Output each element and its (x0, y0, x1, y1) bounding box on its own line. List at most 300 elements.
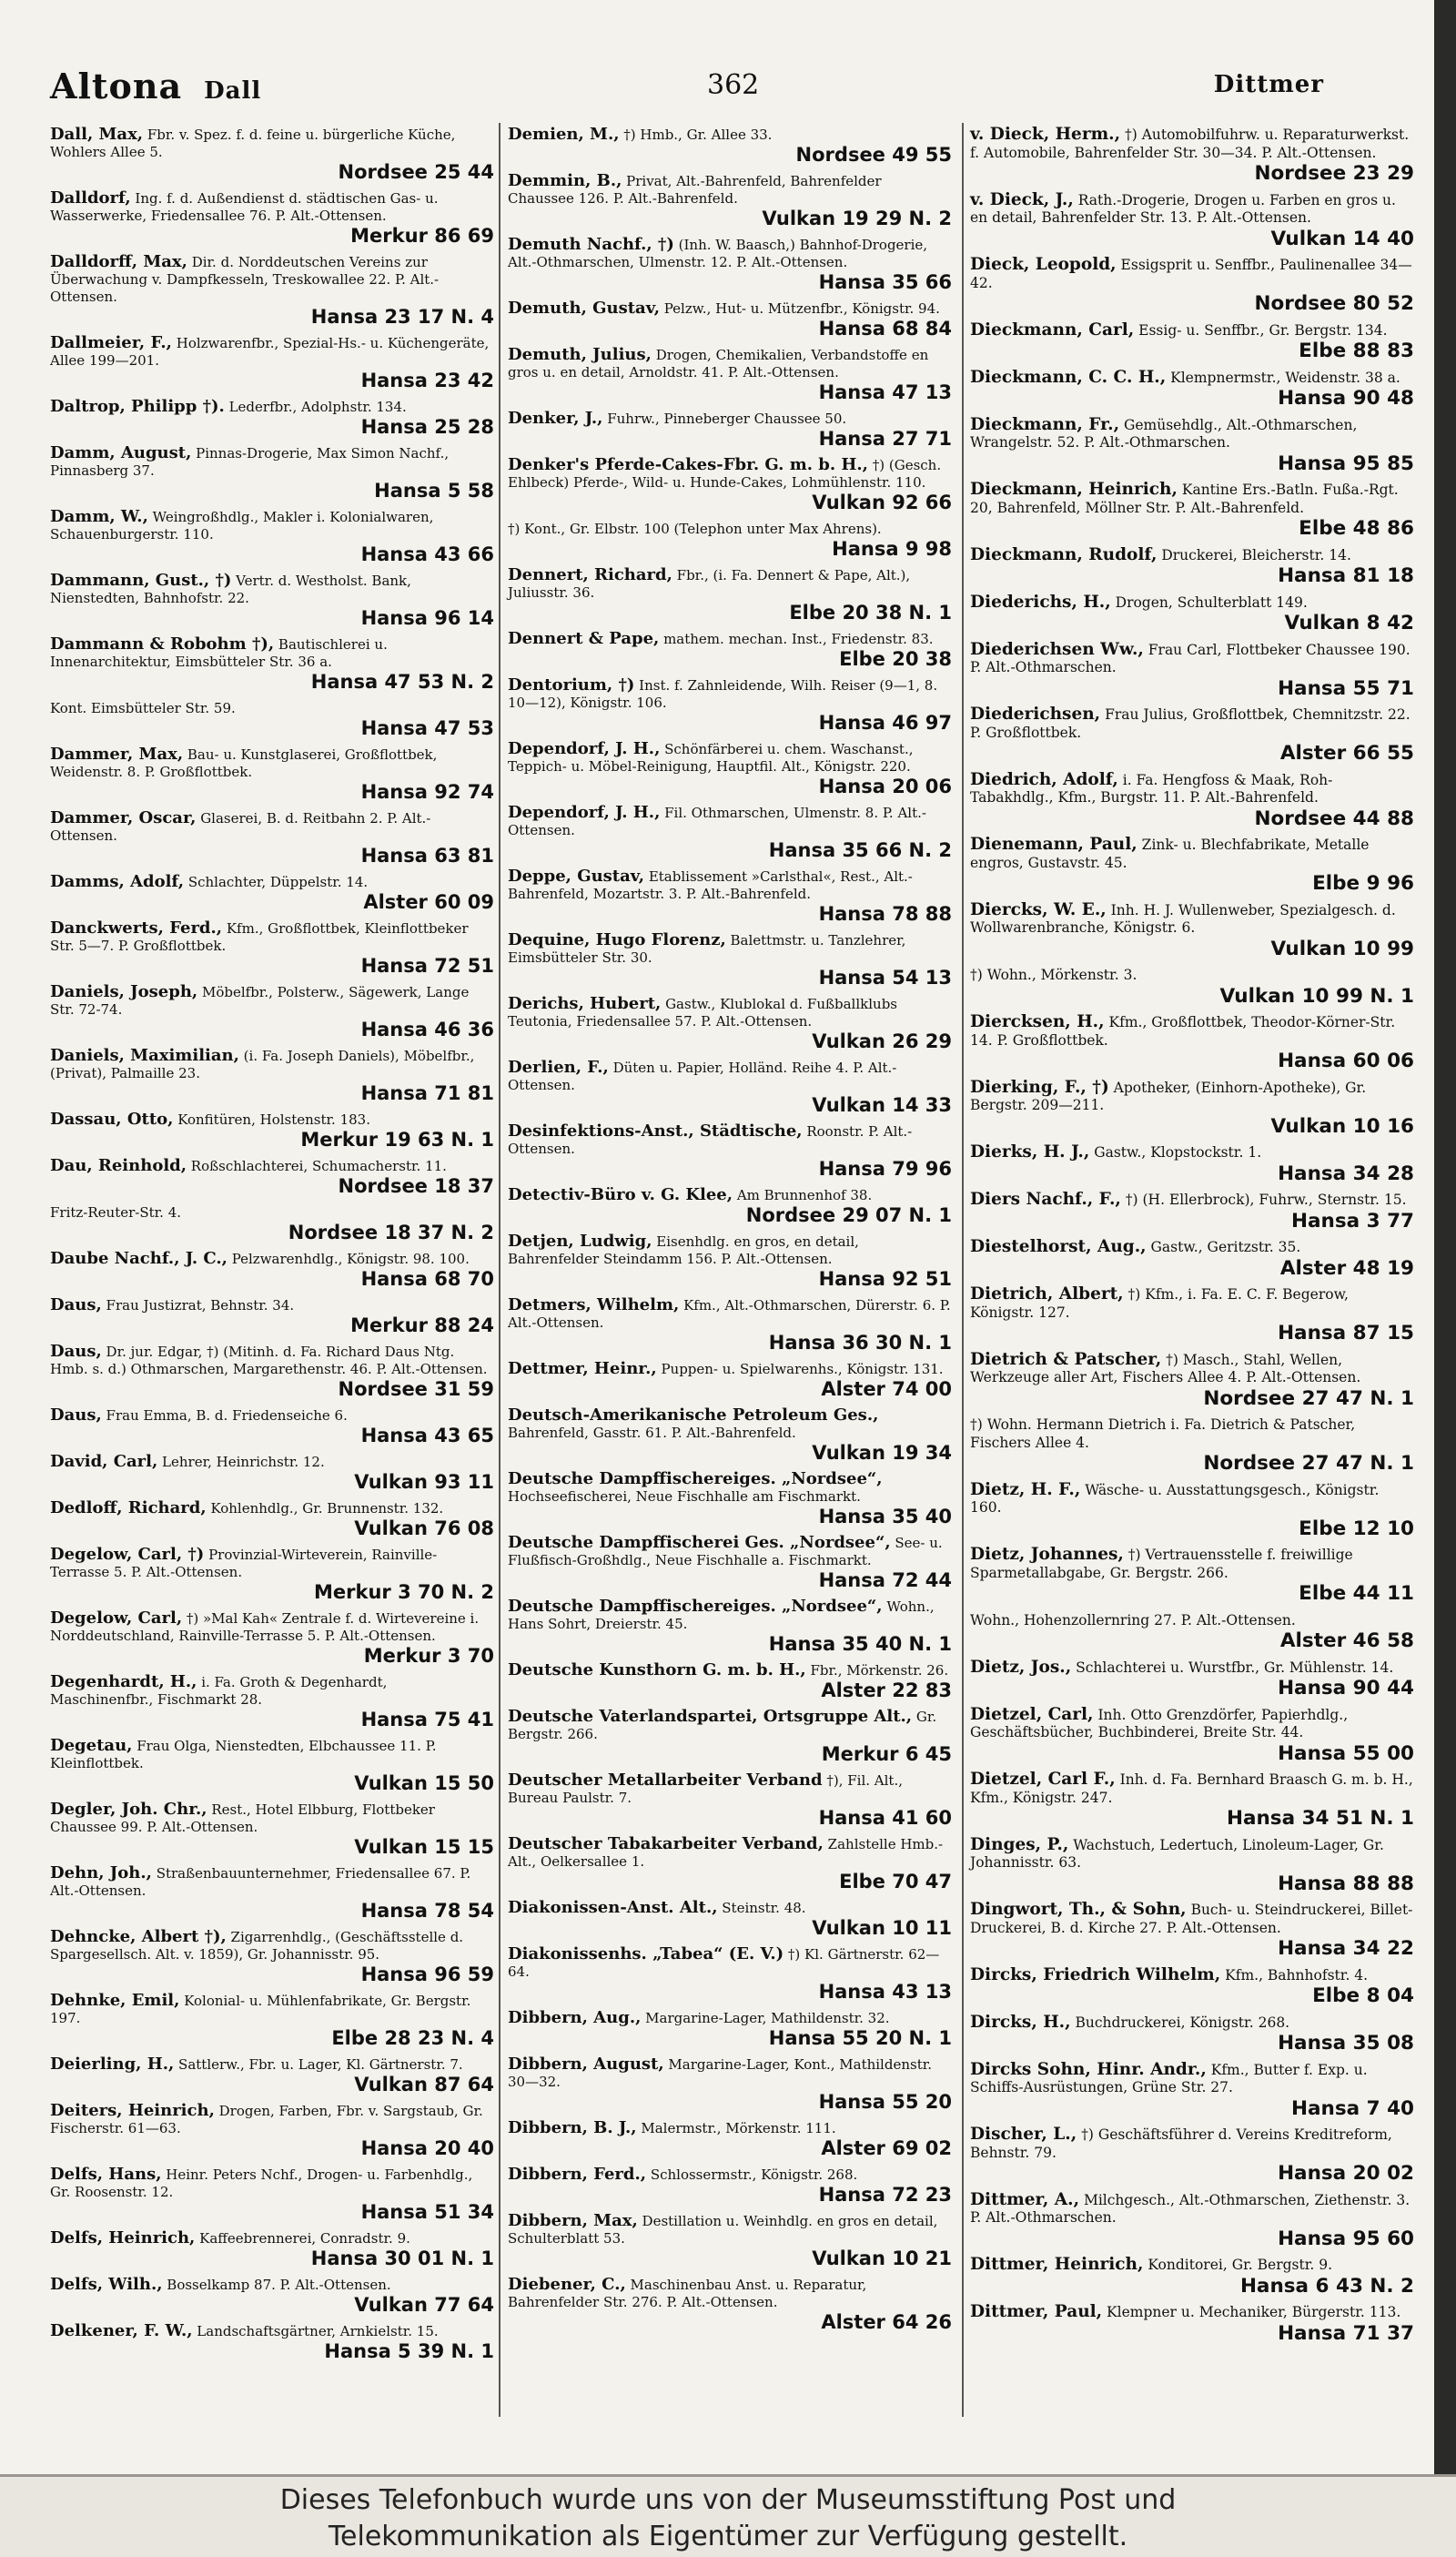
directory-entry (970, 126, 1414, 186)
entry-name: Dennert, Richard, (508, 565, 672, 584)
entry-phone: Nordsee 49 55 (795, 144, 952, 166)
entry-name: Denker, J., (508, 409, 603, 428)
entry-phone: Hansa 25 28 (360, 416, 494, 438)
entry-phone: Hansa 95 85 (1278, 452, 1414, 475)
directory-entry (50, 2102, 494, 2160)
directory-entry (508, 931, 952, 989)
entry-phone: Hansa 41 60 (818, 1807, 952, 1829)
entry-phone: Hansa 55 20 (818, 2091, 952, 2113)
entry-details: Destillation u. Weinhdlg. en gros en detail, Schulterblatt 53. (508, 2213, 938, 2247)
entry-details: Eisenhdlg. en gros, en detail, Bahrenfelder Steindamm 156. P. Alt.-Ottensen. (508, 1233, 859, 1267)
entry-phone: Hansa 34 51 N. 1 (1226, 1807, 1414, 1830)
entry-phone: Hansa 30 01 N. 1 (310, 2248, 494, 2269)
entry-phone: Hansa 46 36 (360, 1019, 494, 1040)
entry-name: Deutsche Dampffischerei Ges. „Nordsee“, (508, 1533, 891, 1552)
entry-name: Deutsche Vaterlandspartei, Ortsgruppe Alt., (508, 1707, 913, 1726)
entry-details: Margarine-Lager, Kont., Mathildenstr. 30—32. (508, 2056, 933, 2090)
directory-entry (508, 1360, 952, 1401)
entry-details: Wäsche- u. Ausstattungsgesch., Königstr. 160. (970, 1481, 1380, 1516)
entry-phone: Nordsee 31 59 (338, 1378, 494, 1400)
directory-entry (508, 1708, 952, 1766)
entry-phone: Vulkan 10 99 N. 1 (1219, 984, 1414, 1008)
entry-phone: Hansa 88 88 (1278, 1872, 1414, 1895)
directory-entry (508, 346, 952, 404)
entry-phone: Vulkan 15 50 (354, 1772, 494, 1794)
entry-phone: Hansa 7 40 (1291, 2096, 1414, 2120)
entry-name: Daus, (50, 1295, 102, 1314)
entry-phone: Hansa 20 40 (360, 2137, 494, 2159)
directory-entry (50, 1864, 494, 1923)
entry-name: Daniels, Joseph, (50, 982, 198, 1001)
directory-entry (50, 1250, 494, 1291)
directory-entry (970, 369, 1414, 411)
entry-name: Dehnke, Emil, (50, 1991, 180, 2010)
entry-phone: Alster 22 83 (821, 1679, 952, 1701)
directory-entry (970, 1285, 1414, 1345)
entry-phone: Hansa 72 23 (818, 2184, 952, 2206)
entry-phone: Hansa 68 84 (818, 318, 952, 340)
footer-note (0, 2474, 1456, 2557)
footer-line-2: Telekommunikation als Eigentümer zur Verfügung gestellt. (328, 2521, 1128, 2552)
entry-details: Fbr., (i. Fa. Dennert & Pape, Alt.), Juliusstr. 36. (508, 567, 911, 601)
directory-entry (970, 546, 1414, 588)
entry-phone: Hansa 35 40 N. 1 (768, 1633, 952, 1655)
directory-entry (970, 641, 1414, 701)
entry-details: Zigarrenhdlg., (Geschäftsstelle d. Spargesellsch. Alt. v. 1859), Gr. Johannisstr. 95. (50, 1929, 464, 1963)
entry-phone: Hansa 55 00 (1278, 1741, 1414, 1765)
entry-phone: Vulkan 93 11 (354, 1471, 494, 1493)
entry-phone: Vulkan 87 64 (354, 2074, 494, 2095)
entry-details: Privat, Alt.-Bahrenfeld, Bahrenfelder Chaussee 126. P. Alt.-Bahrenfeld. (508, 173, 882, 207)
entry-name: Degler, Joh. Chr., (50, 1800, 207, 1819)
entry-phone: Vulkan 8 42 (1284, 612, 1414, 634)
directory-entry (50, 1203, 494, 1244)
entry-phone: Hansa 78 88 (818, 903, 952, 925)
entry-details: Dir. d. Norddeutschen Vereins zur Überwachung v. Dampfkesseln, Treskowallee 22. P. Alt.-Ottensen. (50, 254, 440, 305)
entry-phone: Hansa 79 96 (818, 1158, 952, 1180)
entry-phone: Vulkan 10 99 (1270, 937, 1414, 960)
entry-phone: Vulkan 92 66 (812, 492, 952, 513)
directory-entry (50, 1453, 494, 1494)
entry-details: Kont. Eimsbütteler Str. 59. (50, 700, 236, 716)
entry-details: Rest., Hotel Elbburg, Flottbeker Chaussee 99. P. Alt.-Ottensen. (50, 1801, 435, 1835)
entry-name: Dammer, Max, (50, 745, 184, 764)
entry-name: Dalldorf, (50, 188, 131, 208)
entry-name: Damms, Adolf, (50, 872, 185, 891)
entry-details: Malermstr., Mörkenstr. 111. (641, 2120, 836, 2136)
entry-details: Schlossermstr., Königstr. 268. (650, 2166, 858, 2183)
directory-entry (970, 321, 1414, 363)
entry-phone: Merkur 88 24 (350, 1314, 494, 1336)
entry-details: †) Masch., Stahl, Wellen, Werkzeuge aller Art, Fischers Allee 4. P. Alt.-Ottensen. (970, 1351, 1361, 1385)
entry-name: Dieck, Leopold, (970, 255, 1117, 274)
column-divider (962, 123, 964, 2417)
entry-phone: Vulkan 15 15 (354, 1836, 494, 1858)
entry-details: Hochseefischerei, Neue Fischhalle am Fischmarkt. (508, 1488, 861, 1505)
entry-phone: Hansa 36 30 N. 1 (768, 1332, 952, 1354)
entry-phone: Hansa 43 13 (818, 1981, 952, 2003)
entry-phone: Hansa 23 17 N. 4 (310, 306, 494, 328)
entry-name: Dependorf, J. H., (508, 739, 661, 758)
directory-entry (970, 1771, 1414, 1831)
directory-entry (970, 1966, 1414, 2008)
entry-details: mathem. mechan. Inst., Friedenstr. 83. (663, 631, 934, 647)
directory-entry (508, 456, 952, 514)
entry-phone: Hansa 96 14 (360, 607, 494, 629)
entry-name: Diebener, C., (508, 2275, 626, 2294)
entry-name: Diakonissenhs. „Tabea“ (E. V.) (508, 1944, 784, 1963)
entry-details: Rath.-Drogerie, Drogen u. Farben en gros u. en detail, Bahrenfelder Str. 13. P. Alt.-Ottensen. (970, 191, 1396, 226)
directory-entry (50, 1546, 494, 1604)
entry-phone: Merkur 6 45 (821, 1743, 952, 1765)
directory-entry (50, 983, 494, 1041)
entry-name: Dittmer, Heinrich, (970, 2255, 1144, 2274)
directory-entry (50, 572, 494, 630)
entry-phone: Nordsee 18 37 N. 2 (288, 1222, 494, 1243)
entry-name: Diestelhorst, Aug., (970, 1237, 1147, 1256)
entry-phone: Elbe 12 10 (1299, 1517, 1414, 1540)
entry-details: (i. Fa. Joseph Daniels), Möbelfbr., (Privat), Palmaille 23. (50, 1048, 475, 1081)
entry-details: Glaserei, B. d. Reitbahn 2. P. Alt.-Ottensen. (50, 810, 431, 844)
entry-name: Diercks, W. E., (970, 899, 1107, 919)
entry-details: Weingroßhdlg., Makler i. Kolonialwaren, Schauenburgerstr. 110. (50, 509, 434, 543)
entry-details: Fritz-Reuter-Str. 4. (50, 1204, 182, 1221)
entry-name: v. Dieck, Herm., (970, 125, 1121, 144)
entry-phone: Elbe 20 38 (839, 648, 952, 670)
entry-phone: Elbe 9 96 (1312, 872, 1414, 895)
entry-phone: Alster 60 09 (363, 891, 494, 913)
entry-phone: Hansa 34 28 (1278, 1162, 1414, 1185)
directory-entry (50, 1406, 494, 1447)
entry-name: Derlien, F., (508, 1058, 609, 1077)
entry-details: Schlachterei u. Wurstfbr., Gr. Mühlenstr. 14. (1076, 1659, 1394, 1676)
directory-entry (508, 1771, 952, 1830)
entry-phone: Hansa 72 44 (818, 1569, 952, 1591)
entry-details: Fbr., Mörkenstr. 26. (810, 1662, 949, 1679)
entry-name: Dammann & Robohm †), (50, 634, 275, 654)
entry-phone: Hansa 81 18 (1278, 564, 1414, 587)
entry-phone: Hansa 46 97 (818, 712, 952, 734)
entry-phone: Hansa 27 71 (818, 428, 952, 450)
entry-name: Diederichsen, (970, 705, 1101, 724)
entry-name: Dehncke, Albert †), (50, 1927, 227, 1946)
directory-entry (50, 189, 494, 248)
entry-details: i. Fa. Groth & Degenhardt, Maschinenfbr., Fischmarkt 28. (50, 1674, 388, 1708)
directory-entry (508, 2212, 952, 2270)
entry-details: Möbelfbr., Polsterw., Sägewerk, Lange Str. 72-74. (50, 984, 470, 1018)
entry-phone: Hansa 35 40 (818, 1506, 952, 1527)
entry-details: Drogen, Farben, Fbr. v. Sargstaub, Gr. Fischerstr. 61—63. (50, 2103, 483, 2136)
entry-details: Inh. H. J. Wullenweber, Spezialgesch. d. Wollwarenbranche, Königstr. 6. (970, 901, 1396, 936)
directory-entry (508, 566, 952, 624)
entry-name: Dall, Max, (50, 125, 144, 144)
entry-name: Delfs, Heinrich, (50, 2228, 196, 2248)
entry-details: Roonstr. P. Alt.-Ottensen. (508, 1123, 913, 1157)
entry-name: Dequine, Hugo Florenz, (508, 930, 726, 949)
entry-phone: Nordsee 29 07 N. 1 (745, 1204, 952, 1226)
directory-entry (50, 1801, 494, 1859)
entry-phone: Nordsee 23 29 (1254, 162, 1414, 185)
directory-entry (970, 416, 1414, 476)
entry-details: Frau Julius, Großflottbek, Chemnitzstr. 22. P. Großflottbek. (970, 706, 1410, 741)
entry-phone: Hansa 47 13 (818, 381, 952, 403)
entry-name: Diederichs, H., (970, 592, 1111, 612)
entry-details: Kfm., Alt.-Othmarschen, Dürerstr. 6. P. Alt.-Ottensen. (508, 1297, 951, 1331)
entry-phone: Hansa 9 98 (832, 538, 952, 560)
entry-name: Deutsche Dampffischereiges. „Nordsee“, (508, 1469, 883, 1488)
entry-details: Wohn., Hans Sohrt, Dreierstr. 45. (508, 1598, 935, 1632)
entry-phone: Vulkan 19 29 N. 2 (762, 208, 952, 229)
directory-entry (508, 236, 952, 294)
entry-name: Dietz, Johannes, (970, 1545, 1124, 1564)
directory-entry (970, 901, 1414, 961)
entry-name: Dassau, Otto, (50, 1110, 174, 1129)
entry-details: Puppen- u. Spielwarenhs., Königstr. 131. (661, 1361, 944, 1377)
entry-details: Wohn., Hohenzollernring 27. P. Alt.-Ottensen. (970, 1611, 1296, 1629)
directory-entry (508, 676, 952, 735)
entry-details: Frau Olga, Nienstedten, Elbchaussee 11. P. Kleinflottbek. (50, 1738, 437, 1771)
entry-name: Demien, M., (508, 125, 620, 144)
directory-entry (50, 1609, 494, 1668)
directory-entry (50, 1111, 494, 1152)
directory-entry (970, 2303, 1414, 2345)
entry-details: Gastw., Geritzstr. 35. (1150, 1239, 1301, 1255)
directory-entry (50, 1992, 494, 2050)
entry-name: Dietz, Jos., (970, 1657, 1072, 1677)
entry-name: Dieckmann, C. C. H., (970, 367, 1167, 387)
entry-details: Gemüsehdlg., Alt.-Othmarschen, Wrangelstr. 52. P. Alt.-Othmarschen. (970, 416, 1358, 451)
directory-entry (508, 995, 952, 1053)
directory-entry (970, 2256, 1414, 2298)
entry-name: Demuth, Gustav, (508, 299, 660, 318)
entry-phone: Hansa 90 48 (1278, 387, 1414, 410)
directory-entry (50, 1673, 494, 1731)
directory-entry (50, 2229, 494, 2270)
directory-entry (50, 2055, 494, 2096)
entry-phone: Hansa 90 44 (1278, 1677, 1414, 1700)
entry-phone: Hansa 5 58 (374, 480, 494, 502)
directory-entry (508, 1296, 952, 1355)
directory-entry (50, 1737, 494, 1795)
entry-details: Wachstuch, Ledertuch, Linoleum-Lager, Gr. Johannisstr. 63. (970, 1836, 1384, 1871)
entry-details: Gastw., Klublokal d. Fußballklubs Teutonia, Friedensallee 57. P. Alt.-Ottensen. (508, 996, 897, 1030)
entry-details: Kaffeebrennerei, Conradstr. 9. (199, 2230, 410, 2247)
directory-entry (970, 1706, 1414, 1766)
entry-name: Dierks, H. J., (970, 1142, 1090, 1162)
entry-name: Dehn, Joh., (50, 1863, 152, 1882)
entry-details: †) Kont., Gr. Elbstr. 100 (Telephon unter Max Ahrens). (508, 521, 882, 537)
entry-phone: Hansa 43 65 (360, 1425, 494, 1446)
directory-entry (508, 2166, 952, 2207)
directory-entry (508, 630, 952, 671)
entry-phone: Hansa 60 06 (1278, 1050, 1414, 1072)
entry-name: Deutscher Metallarbeiter Verband (508, 1771, 823, 1790)
entry-details: Fil. Othmarschen, Ulmenstr. 8. P. Alt.-Ottensen. (508, 805, 926, 838)
entry-name: Demmin, B., (508, 171, 622, 190)
entry-name: Deutsch-Amerikanische Petroleum Ges., (508, 1405, 879, 1425)
entry-details: Frau Emma, B. d. Friedenseiche 6. (106, 1407, 348, 1424)
header-city: Altona (50, 66, 183, 107)
directory-entry (50, 1499, 494, 1540)
entry-phone: Elbe 8 04 (1312, 1984, 1414, 2007)
entry-phone: Merkur 19 63 N. 1 (300, 1129, 494, 1151)
entry-name: Dammann, Gust., †) (50, 571, 232, 590)
directory-entry (508, 1534, 952, 1592)
directory-entry (50, 699, 494, 740)
directory-entry (508, 520, 952, 561)
entry-phone: Hansa 34 22 (1278, 1937, 1414, 1960)
entry-details: Konditorei, Gr. Bergstr. 9. (1148, 2257, 1333, 2273)
directory-entry (508, 2055, 952, 2114)
entry-details: †) Automobilfuhrw. u. Reparaturwerkst. f. Automobile, Bahrenfelder Str. 30—34. P. Alt.-Ottensen. (970, 127, 1410, 161)
entry-name: Daniels, Maximilian, (50, 1046, 239, 1065)
entry-phone: Vulkan 77 64 (354, 2294, 494, 2316)
directory-entry (508, 868, 952, 926)
directory-entry (970, 1415, 1414, 1476)
entry-details: †) Wohn. Hermann Dietrich i. Fa. Dietrich & Patscher, Fischers Allee 4. (970, 1416, 1356, 1451)
entry-name: Deiters, Heinrich, (50, 2101, 215, 2120)
entry-phone: Vulkan 10 16 (1270, 1114, 1414, 1138)
entry-name: Dienemann, Paul, (970, 835, 1138, 854)
entry-phone: Alster 66 55 (1279, 742, 1414, 765)
directory-entry (508, 1186, 952, 1227)
entry-details: Straßenbauunternehmer, Friedensallee 67. P. Alt.-Ottensen. (50, 1865, 471, 1899)
entry-name: Dibbern, Ferd., (508, 2165, 647, 2184)
entry-name: Denker's Pferde-Cakes-Fbr. G. m. b. H., (508, 455, 868, 474)
entry-name: Dittmer, A., (970, 2189, 1080, 2209)
entry-details: Drogen, Schulterblatt 149. (1115, 594, 1308, 611)
header-last-word: Dittmer (1213, 71, 1324, 98)
entry-name: Dierking, F., †) (970, 1077, 1109, 1097)
entry-name: Dieckmann, Heinrich, (970, 480, 1178, 499)
entry-phone: Merkur 86 69 (350, 225, 494, 247)
entry-phone: Vulkan 14 33 (812, 1094, 952, 1116)
directory-entry (508, 1598, 952, 1656)
entry-details: Zink- u. Blechfabrikate, Metalle engros, Gustavstr. 45. (970, 837, 1370, 871)
entry-name: Dietz, H. F., (970, 1479, 1081, 1499)
entry-details: Margarine-Lager, Mathildenstr. 32. (645, 2010, 890, 2026)
entry-details: Kfm., Großflottbek, Theodor-Körner-Str. 14. P. Großflottbek. (970, 1014, 1396, 1049)
entry-phone: Merkur 3 70 (363, 1645, 494, 1667)
entry-details: Vertr. d. Westholst. Bank, Nienstedten, Bahnhofstr. 22. (50, 573, 411, 606)
entry-name: Damm, August, (50, 443, 192, 462)
entry-name: Dittmer, Paul, (970, 2302, 1103, 2321)
entry-phone: Nordsee 44 88 (1254, 807, 1414, 830)
directory-entry (50, 444, 494, 502)
directory-entry (50, 2322, 494, 2363)
entry-details: †) Hmb., Gr. Allee 33. (623, 127, 773, 143)
directory-entry (508, 740, 952, 798)
directory-entry (50, 1343, 494, 1401)
page-edge (1434, 0, 1456, 2474)
entry-details: Dr. jur. Edgar, †) (Mitinh. d. Fa. Richard Daus Ntg. Hmb. s. d.) Othmarschen, Margarethenstr. 46. P. Alt.-Ottensen. (50, 1344, 488, 1377)
entry-details: Etablissement »Carlsthal«, Rest., Alt.-Bahrenfeld, Mozartstr. 3. P. Alt.-Bahrenfeld. (508, 868, 913, 902)
entry-details: Klempnermstr., Weidenstr. 38 a. (1170, 369, 1400, 386)
entry-name: Deierling, H., (50, 2055, 175, 2074)
entry-phone: Hansa 68 70 (360, 1268, 494, 1290)
entry-details: Düten u. Papier, Holländ. Reihe 4. P. Alt.-Ottensen. (508, 1060, 897, 1093)
entry-name: Dietrich, Albert, (970, 1284, 1124, 1304)
directory-entry (50, 2166, 494, 2224)
entry-details: Frau Carl, Flottbeker Chaussee 190. P. Alt.-Othmarschen. (970, 641, 1410, 675)
entry-phone: Hansa 92 51 (818, 1268, 952, 1290)
entry-phone: Vulkan 10 21 (812, 2248, 952, 2269)
directory-entry (508, 2119, 952, 2160)
directory-entry (970, 705, 1414, 766)
entry-name: Dibbern, Aug., (508, 2008, 642, 2027)
entry-details: Fbr. v. Spez. f. d. feine u. bürgerliche Küche, Wohlers Allee 5. (50, 127, 456, 160)
entry-details: Kfm., Großflottbek, Kleinflottbeker Str. 5—7. P. Großflottbek. (50, 920, 469, 954)
directory-entry (970, 836, 1414, 896)
entry-phone: Merkur 3 70 N. 2 (313, 1581, 494, 1603)
entry-phone: Hansa 71 37 (1278, 2321, 1414, 2345)
entry-details: Kohlenhdlg., Gr. Brunnenstr. 132. (210, 1500, 444, 1517)
entry-phone: Hansa 47 53 (360, 717, 494, 739)
entry-phone: Alster 64 26 (821, 2311, 952, 2333)
entry-details: †) Vertrauensstelle f. freiwillige Sparmetallabgabe, Gr. Bergstr. 266. (970, 1547, 1353, 1581)
directory-entry (50, 253, 494, 329)
entry-name: Discher, L., (970, 2125, 1077, 2144)
entry-phone: Hansa 54 13 (818, 967, 952, 989)
entry-phone: Hansa 55 20 N. 1 (768, 2027, 952, 2049)
entry-name: Diederichsen Ww., (970, 639, 1144, 659)
entry-details: Landschaftsgärtner, Arnkielstr. 15. (197, 2323, 439, 2339)
header-first-word: Dall (204, 77, 262, 105)
entry-name: Dircks Sohn, Hinr. Andr., (970, 2059, 1207, 2079)
entry-phone: Hansa 35 08 (1278, 2032, 1414, 2055)
entry-details: †) Kfm., i. Fa. E. C. F. Begerow, Königstr. 127. (970, 1286, 1349, 1321)
entry-details: Bau- u. Kunstglaserei, Großflottbek, Weidenstr. 8. P. Großflottbek. (50, 746, 438, 780)
directory-entry (508, 1059, 952, 1117)
entry-details: Lehrer, Heinrichstr. 12. (162, 1454, 325, 1470)
entry-phone: Elbe 44 11 (1299, 1582, 1414, 1605)
directory-entry (970, 771, 1414, 831)
entry-phone: Hansa 20 06 (818, 776, 952, 797)
directory-entry (50, 2276, 494, 2317)
directory-entry (508, 1122, 952, 1181)
entry-name: Delfs, Wilh., (50, 2275, 163, 2294)
directory-entry (50, 126, 494, 184)
entry-name: Dedloff, Richard, (50, 1498, 207, 1517)
entry-name: Diakonissen-Anst. Alt., (508, 1898, 718, 1917)
entry-name: Dammer, Oscar, (50, 808, 197, 827)
directory-entry (970, 1143, 1414, 1185)
entry-phone: Nordsee 25 44 (338, 161, 494, 183)
entry-details: i. Fa. Hengfoss & Maak, Roh-Tabakhdlg., Kfm., Burgstr. 11. P. Alt.-Bahrenfeld. (970, 771, 1333, 806)
entry-details: Buchdruckerei, Königstr. 268. (1075, 2014, 1290, 2031)
directory-entry (970, 191, 1414, 251)
entry-phone: Vulkan 76 08 (354, 1517, 494, 1539)
directory-entry (970, 594, 1414, 635)
entry-name: Dibbern, Max, (508, 2211, 638, 2230)
entry-phone: Hansa 23 42 (360, 370, 494, 391)
entry-details: Kfm., Bahnhofstr. 4. (1225, 1966, 1369, 1984)
directory-entry (508, 2276, 952, 2334)
entry-details: Gr. Bergstr. 266. (508, 1709, 937, 1742)
entry-name: Demuth, Julius, (508, 345, 652, 364)
entry-details: Balettmstr. u. Tanzlehrer, Eimsbütteler Str. 30. (508, 932, 906, 966)
directory-entry (970, 2126, 1414, 2186)
directory-entry (50, 398, 494, 439)
entry-phone: Hansa 55 71 (1278, 676, 1414, 700)
entry-name: Dingwort, Th., & Sohn, (970, 1900, 1187, 1919)
entry-phone: Hansa 71 81 (360, 1082, 494, 1104)
entry-phone: Alster 48 19 (1279, 1256, 1414, 1280)
directory-entry (970, 1191, 1414, 1233)
entry-details: Fuhrw., Pinneberger Chaussee 50. (607, 411, 847, 427)
directory-column-1 (50, 126, 494, 2369)
entry-name: Detectiv-Büro v. G. Klee, (508, 1185, 733, 1204)
